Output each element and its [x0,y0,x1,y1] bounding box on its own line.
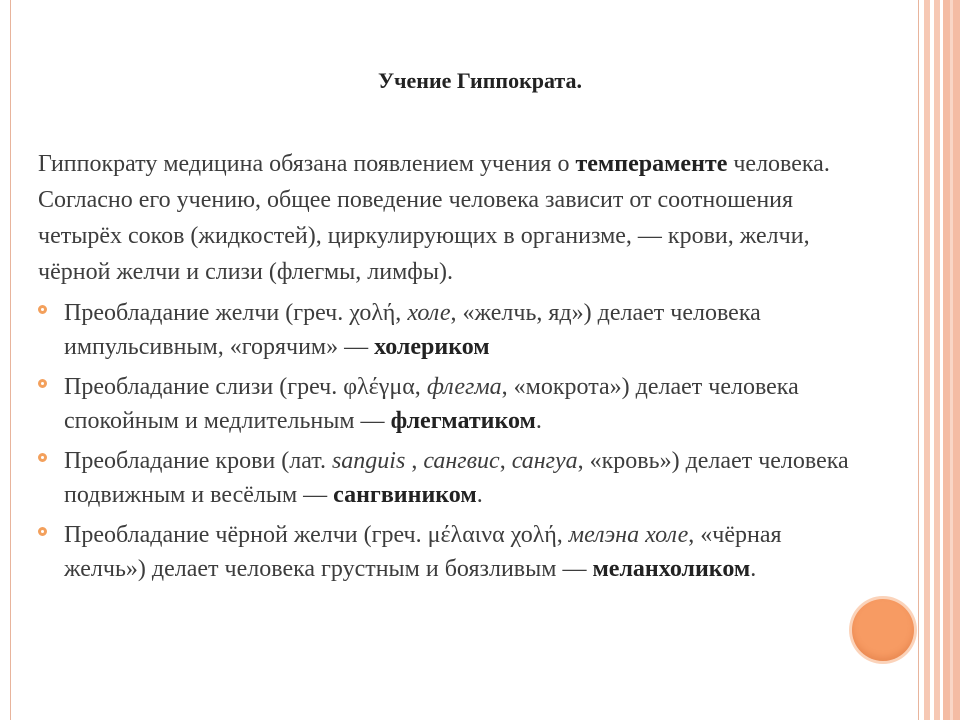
item-bold-term: меланхоликом [592,556,751,582]
intro-paragraph [38,146,858,290]
item-bold-term: флегматиком [390,408,536,434]
item-text: , «чёрная желчь» [64,522,782,582]
item-text: ) делает человека грустным и боязливым — [137,556,593,582]
item-text: , [405,448,424,474]
item-italic: sanguis [331,448,406,474]
item-italic: сангвис [423,448,500,474]
item-text: Преобладание чёрной желчи (греч. μέλαινα χολή, [64,522,569,548]
left-frame-line [10,0,11,720]
item-end: . [476,482,483,508]
item-text: , «кровь») делает человека подвижным и весёлым — [64,448,849,508]
item-text: , «желчь, яд» [450,300,584,326]
slide-title: Учение Гиппократа. [377,68,583,93]
item-italic: мелэна холе [568,522,689,548]
right-stripe [924,0,930,720]
list-item-phlegmatic [38,370,858,438]
item-italic: холе [407,300,451,326]
item-text: Преобладание желчи (греч. χολή, [64,300,408,326]
intro-bold-term: темпераменте [575,151,728,177]
item-italic: флегма [426,374,502,400]
intro-text-start: Гиппократу медицина обязана появлением учения о [38,151,576,177]
bullet-icon [38,379,47,388]
item-end: . [750,556,757,582]
right-stripe [950,0,953,720]
item-text: Преобладание крови (лат. [64,448,332,474]
item-text: , «мокрота» [501,374,622,400]
item-text: Преобладание слизи (греч. φλέγμα, [64,374,427,400]
temperament-list [38,296,858,586]
right-stripe [934,0,940,720]
list-item-choleric [38,296,858,364]
bullet-icon [38,305,47,314]
bullet-icon [38,527,47,536]
item-end: . [535,408,542,434]
right-stripe [918,0,919,720]
item-text: , [499,448,512,474]
list-item-sanguine [38,444,858,512]
item-text: ) делает человека спокойным и медлительным — [64,374,799,434]
decorative-circle [852,599,914,661]
bullet-icon [38,453,47,462]
intro-text-end: человека. Согласно его учению, общее поведение человека зависит от соотношения четырёх соков (жидкостей), циркулирующих в организме, — крови, желчи, чёрной желчи и слизи (флегмы, лимфы). [38,151,830,285]
item-text: ) делает человека импульсивным, «горячим» — [64,300,761,360]
item-bold-term: холериком [374,334,490,360]
slide-body [38,146,858,592]
item-italic: сангуа [511,448,578,474]
list-item-melancholic [38,518,858,586]
item-bold-term: сангвиником [333,482,477,508]
